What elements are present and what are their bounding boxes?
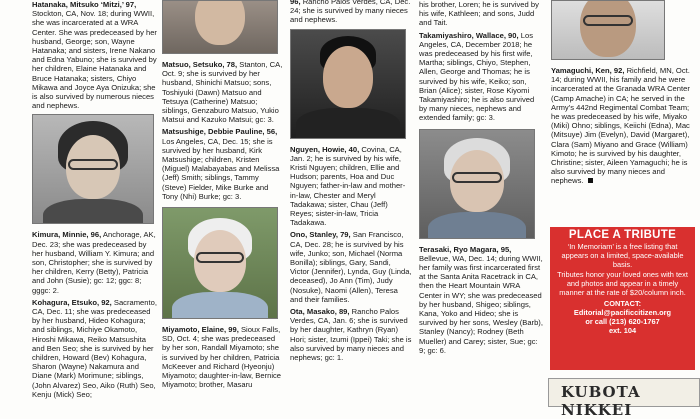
logo-text: KUBOTA NIKKEI [561,383,641,419]
kubota-nikkei-logo [548,378,700,419]
tribute-ext: ext. 104 [608,326,637,335]
obituary-hatanaka: Hatanaka, Mitsuko ‘Mitzi,’ 97, Stockton, CA, Nov. 18; during WWII, she was incarcerated at a WRA Center. She was predeceased by her husband, George; son, Wayne Hatanaka; and sisters, Irene Nakano and Edna Yabuno; she is survived by her children, Elaine Hatanaka and Bruce Hatanaka; sisters, Chiyo Mikawa and Joyce Aya Onizuka; she is also survived by numerous nieces and nephews. [32,0,157,111]
obituary-ota: Ota, Masako, 89, Rancho Palos Verdes, CA, Jan. 6; she is survived by her daughter, Kathryn (Ryan) Hori; sister, Izumi (Ippei) Taki; she is also survived by many nieces and nephews; gc: 1. [290,307,412,363]
obituary-continued-brother: his brother, Loren; he is survived by his wife, Kathleen; and sons, Judd and Tait. [419,0,539,28]
column-3 [290,0,412,363]
portrait-photo-terasaki [419,129,535,239]
obituary-matsushige: Matsushige, Debbie Pauline, 56, Los Angeles, CA, Dec. 15; she is survived by her husband, Kirk Matsushige; children, Kristen (Miguel) Malabayabas and Melissa (Jeff) Smith; siblings, Tammy (Steve) Fielder, Mike Burke and Tony (Nhi) Burke; gc: 3. [162,127,280,201]
obituary-yamaguchi: Yamaguchi, Ken, 92, Richfield, MN, Oct. 14; during WWII, his family and he were incarcerated at the Granada WRA Center (Camp Amache) in CA; he served in the Army’s 442nd Regimental Combat Team; he was predeceased by his wife, Miyako (Miki) Ohno; siblings, Keiichi (Edna), Mac (Mitsuye) Jim (Evelyn), David (Margaret), Clara (Sam) Miyano and Grace (William) Kimoto; he is survived by his daughter, Christine; sister, Aileen Yamaguchi; he is also survived by many nieces and nephews. [551,66,690,186]
column-5 [551,0,695,187]
obituary-miyamoto: Miyamoto, Elaine, 99, Sioux Falls, SD, Oct. 4; she was predeceased by her son, Randall Miyamoto; she is survived by her children, Patricia McKeever and Richard (Hyeonju) Miyamoto; daughter-in-law, Bernice Miyamoto; brother, Masaru [162,325,282,390]
column-4 [419,0,543,356]
tribute-text-1: ‘In Memoriam’ is a free listing that appears on a limited, space-available basis. [561,242,684,269]
portrait-photo-yamaguchi [551,0,665,60]
tribute-heading: PLACE A TRIBUTE [568,229,677,241]
column-1 [32,0,158,400]
portrait-photo-miyamoto [162,207,278,319]
obituary-kohagura: Kohagura, Etsuko, 92, Sacramento, CA, Dec. 11; she was predeceased by her husband, Hideo Kohagura; and siblings, Michiye Okamoto, Hiroshi Mikawa, Reiko Matsushita and Ben Seo; she is survived by her children, Howard (Bev) Kohagura, Sharon (Wayne) Nakamura and Diane (Mark) Morimune; siblings, (John Alvarez) Seo, Aiko (Ruth) Seo, Kenju (Mick) Seo; [32,297,157,399]
tribute-text-2: Tributes honor your loved ones with text and photos and appear in a timely manner at the rate of $20/column inch. [557,270,688,297]
portrait-photo-kimura [32,114,154,224]
obituary-terasaki: Terasaki, Ryo Magara, 95, Bellevue, WA, Dec. 14; during WWII, her family was first incarcerated first at the Santa Anita Racetrack in CA, then the Heart Mountain WRA Center in WY; she was predeceased by her husband, Shigeo; siblings, Kana, Yoko and Hideo; she is survived by her sons, Wesley (Barb), Stanley (Nancy); Rodney (Beth Mueller) and Carey; sister, Sue; gc: 9; gc: 6. [419,244,543,355]
obituary-takamiyashiro: Takamiyashiro, Wallace, 90, Los Angeles, CA, December 2018; he was predeceased by his first wife, Martha; siblings, Chiyo, Stephen, Allen, George and Thomas; he is survived by his wife, Keiko; son, Brian (Alice); sister, Rose Kiyomi Takamiyashiro; he is also survived by many nieces, nephews and extended family; gc: 3. [419,30,535,123]
tribute-email-link[interactable]: Editorial@pacificcitizen.org [573,308,672,317]
tribute-contact-label: CONTACT: [603,299,642,308]
end-of-article-mark [588,178,593,183]
obituary-ono: Ono, Stanley, 79, San Francisco, CA, Dec. 28; he is survived by his wife, Junko; son, Michael (Norma Bonilla); siblings, Gary, Sandi, Victor (Jennifer), Lynda, Guy (Linda, deceased), Jo Ann (Tim), Judy (Nosuke), Naomi (Allen), Teresa and their families. [290,230,412,304]
column-2 [162,0,284,390]
portrait-photo-matsuo [162,0,278,54]
obituary-matsuo: Matsuo, Setsuko, 78, Stanton, CA, Oct. 9; she is survived by her husband, Shinichi Matsuo; sons, Toshiyuki (Dawn) Matsuo and Tetsuya (Catherine) Matsuo; siblings, Genzaburo Matsuo, Yukio Matsui and Kazuko Matsui; gc: 3. [162,60,283,125]
tribute-phone: or call (213) 620-1767 [585,317,660,326]
portrait-photo-nguyen [290,29,406,139]
obituary-continued-top: 96, Rancho Palos Verdes, CA, Dec. 24; she is survived by many nieces and nephews. [290,0,411,25]
place-a-tribute-box [550,227,695,370]
obituary-kimura: Kimura, Minnie, 96, Anchorage, AK, Dec. 23; she was predeceased by her husband, William Y. Kimura; and son, Christopher; she is survived by her children, Kerry (Betty), Patricia and John (Susie); gc: 12; ggc: 8; gggc: 2. [32,230,156,295]
obituary-nguyen: Nguyen, Howie, 40, Covina, CA, Jan. 2; he is survived by his wife, Kristi Nguyen; children, Ellie and Hudson; parents, Hoa and Duc Nguyen; father-in-law and mother-in-law, Chester and Meryl Tadakawa; sister, Chau (Jeff) Reyes; sister-in-law, Tricia Tadakawa. [290,144,406,228]
